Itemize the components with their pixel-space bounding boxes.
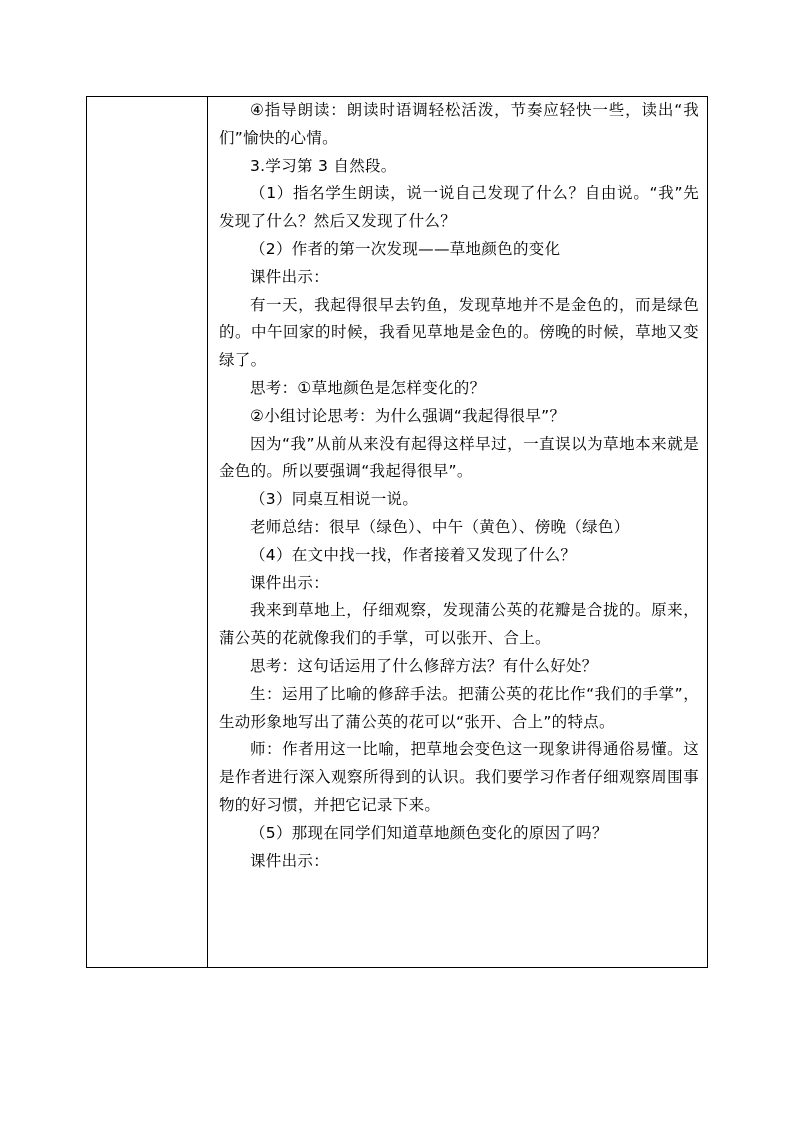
paragraph-courseware-2: 课件出示： (250, 573, 330, 592)
paragraph-think-1: 思考：①草地颜色是怎样变化的？ (250, 378, 486, 397)
paragraph-step-1: （1）指名学生朗读，说一说自己发现了什么？自由说。“我”先发现了什么？然后又发现了什么？ (219, 184, 699, 231)
paragraph-courseware-3: 课件出示： (250, 851, 330, 870)
table-left-column (87, 97, 208, 967)
paragraph-reason: 因为“我”从前从来没有起得这样早过，一直误以为草地本来就是金色的。所以要强调“我起得很早”。 (219, 434, 699, 481)
paragraph-reading-guidance: ④指导朗读：朗读时语调轻松活泼，节奏应轻快一些，读出“我们”愉快的心情。 (219, 101, 699, 147)
paragraph-step-4: （4）在文中找一找，作者接着又发现了什么？ (250, 545, 577, 564)
paragraph-step-2: （2）作者的第一次发现——草地颜色的变化 (250, 239, 561, 258)
lesson-table (86, 96, 708, 968)
paragraph-student-answer: 生：运用了比喻的修辞手法。把蒲公英的花比作“我们的手掌”，生动形象地写出了蒲公英的花可以“张开、合上”的特点。 (219, 684, 699, 731)
paragraph-step-3: （3）同桌互相说一说。 (250, 490, 419, 509)
paragraph-quote-2: 我来到草地上，仔细观察，发现蒲公英的花瓣是合拢的。原来，蒲公英的花就像我们的手掌，可以张开、合上。 (219, 601, 699, 648)
paragraph-think-2: 思考：这句话运用了什么修辞方法？有什么好处？ (250, 656, 598, 675)
paragraph-courseware-1: 课件出示： (250, 267, 330, 286)
paragraph-step-5: （5）那现在同学们知道草地颜色变化的原因了吗？ (250, 823, 608, 842)
paragraph-teacher-remark: 师：作者用这一比喻，把草地会变色这一现象讲得通俗易懂。这是作者进行深入观察所得到的认识。我们要学习作者仔细观察周围事物的好习惯，并把它记录下来。 (219, 740, 699, 814)
paragraph-quote-1: 有一天，我起得很早去钓鱼，发现草地并不是金色的，而是绿色的。中午回家的时候，我看见草地是金色的。傍晚的时候，草地又变绿了。 (219, 295, 699, 370)
table-right-column (208, 97, 707, 967)
paragraph-discuss: ②小组讨论思考：为什么强调“我起得很早”？ (250, 406, 566, 425)
paragraph-summary: 老师总结：很早（绿色）、中午（黄色）、傍晚（绿色） (250, 517, 630, 536)
paragraph-section-3: 3.学习第 3 自然段。 (250, 156, 397, 175)
